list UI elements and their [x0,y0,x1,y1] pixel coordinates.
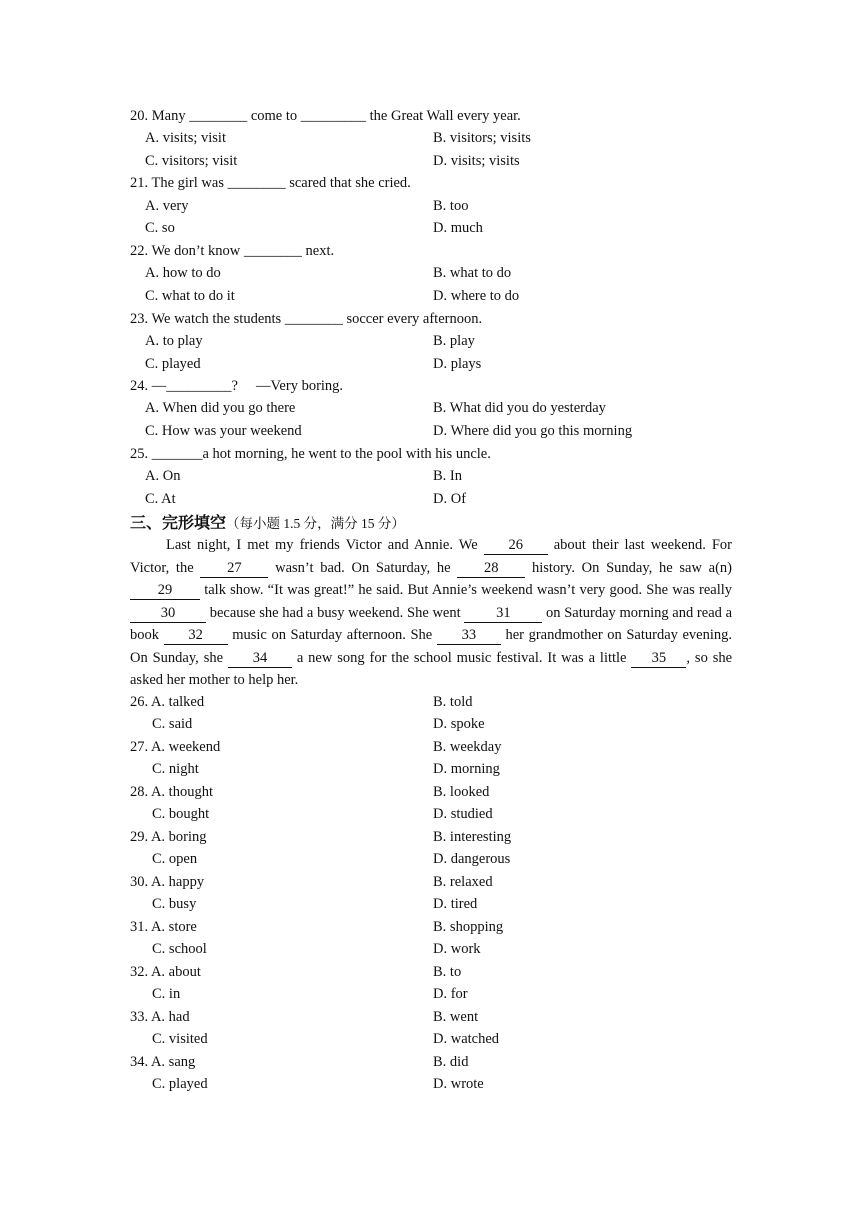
option-b: B. What did you do yesterday [433,400,606,416]
option-b: B. did [433,1054,469,1070]
passage-text: a new song for the school music festival. It was a little [296,649,627,666]
option-b: B. too [433,198,469,214]
option-a: 27. A. weekend [130,739,221,755]
option-a: A. how to do [145,265,221,281]
option-d: D. plays [433,356,482,372]
option-c: C. bought [152,806,210,822]
option-b: B. weekday [433,739,502,755]
option-c: C. so [145,220,175,236]
option-d: D. studied [433,806,493,822]
cloze-passage [130,534,732,692]
option-b: B. interesting [433,829,512,845]
option-d: D. morning [433,761,500,777]
option-c: C. open [152,851,198,867]
passage-text: music on Saturday afternoon. She [232,627,433,643]
option-d: D. Where did you go this morning [433,423,633,439]
option-c: C. said [152,716,193,732]
option-c: C. At [145,491,176,507]
option-b: B. relaxed [433,874,493,890]
option-c: C. night [152,761,199,777]
option-c: C. in [152,986,181,1002]
option-d: D. for [433,986,468,1002]
section-heading [130,512,405,535]
passage-text: history. On Sunday, he saw a(n) [531,559,733,576]
blank-33: 33 [437,627,501,645]
blank-34: 34 [228,650,292,668]
question-stem: 21. The girl was ________ scared that she cried. [130,175,411,191]
section-title: 三、完形填空 [130,513,227,532]
passage-text: talk show. “It was great!” he said. But Annie’s weekend wasn’t very good. She was really [204,582,732,598]
option-a: 28. A. thought [130,784,213,800]
option-b: B. went [433,1009,479,1025]
blank-26: 26 [484,537,548,555]
blank-27: 27 [200,560,268,578]
option-b: B. shopping [433,919,504,935]
option-c: C. busy [152,896,197,912]
passage-text: about their last weekend. For Victor, the [130,537,733,576]
option-b: B. In [433,468,462,484]
option-a: 26. A. talked [130,694,205,710]
option-c: C. school [152,941,207,957]
passage-text: wasn’t bad. On Saturday, he [275,559,451,576]
option-b: B. told [433,694,473,710]
option-a: A. very [145,198,189,214]
option-d: D. much [433,220,483,236]
option-b: B. visitors; visits [433,130,531,146]
question-stem: 20. Many ________ come to _________ the Great Wall every year. [130,108,521,124]
option-a: 33. A. had [130,1009,190,1025]
option-d: D. Of [433,491,467,507]
section-note: （每小题 1.5 分，满分 15 分） [226,516,405,531]
blank-28: 28 [457,560,525,578]
option-d: D. wrote [433,1076,484,1092]
blank-31: 31 [464,605,542,623]
option-b: B. looked [433,784,490,800]
passage-text: her grandmother on Saturday evening. On Sunday, she [130,627,733,666]
passage-text: on Saturday morning and read a book [130,604,733,643]
option-a: 34. A. sang [130,1054,196,1070]
option-a: A. When did you go there [145,400,296,416]
option-b: B. what to do [433,265,512,281]
option-d: D. tired [433,896,478,912]
option-d: D. where to do [433,288,520,304]
option-d: D. watched [433,1031,500,1047]
blank-32: 32 [164,627,228,645]
option-d: D. work [433,941,481,957]
question-stem: 23. We watch the students ________ soccer every afternoon. [130,311,483,327]
question-stem: 25. _______a hot morning, he went to the pool with his uncle. [130,446,491,462]
option-a: 31. A. store [130,919,197,935]
blank-30: 30 [130,605,206,623]
option-c: C. visitors; visit [145,153,238,169]
passage-text: Last night, I met my friends Victor and Annie. We [166,537,478,553]
question-stem: 24. —_________? —Very boring. [130,378,344,394]
option-c: C. played [152,1076,208,1092]
option-d: D. spoke [433,716,485,732]
option-a: 32. A. about [130,964,201,980]
option-c: C. played [145,356,201,372]
option-d: D. visits; visits [433,153,520,169]
blank-35: 35 [631,650,686,668]
option-a: 29. A. boring [130,829,207,845]
option-b: B. play [433,333,475,349]
option-c: C. visited [152,1031,208,1047]
option-c: C. How was your weekend [145,423,302,439]
option-a: 30. A. happy [130,874,205,890]
option-a: A. On [145,468,181,484]
question-stem: 22. We don’t know ________ next. [130,243,335,259]
option-a: A. visits; visit [145,130,226,146]
option-b: B. to [433,964,462,980]
passage-text: , so she asked her mother to help her. [130,649,733,688]
blank-29: 29 [130,582,200,600]
option-c: C. what to do it [145,288,235,304]
option-d: D. dangerous [433,851,511,867]
passage-text: because she had a busy weekend. She went [209,604,461,621]
option-a: A. to play [145,333,203,349]
